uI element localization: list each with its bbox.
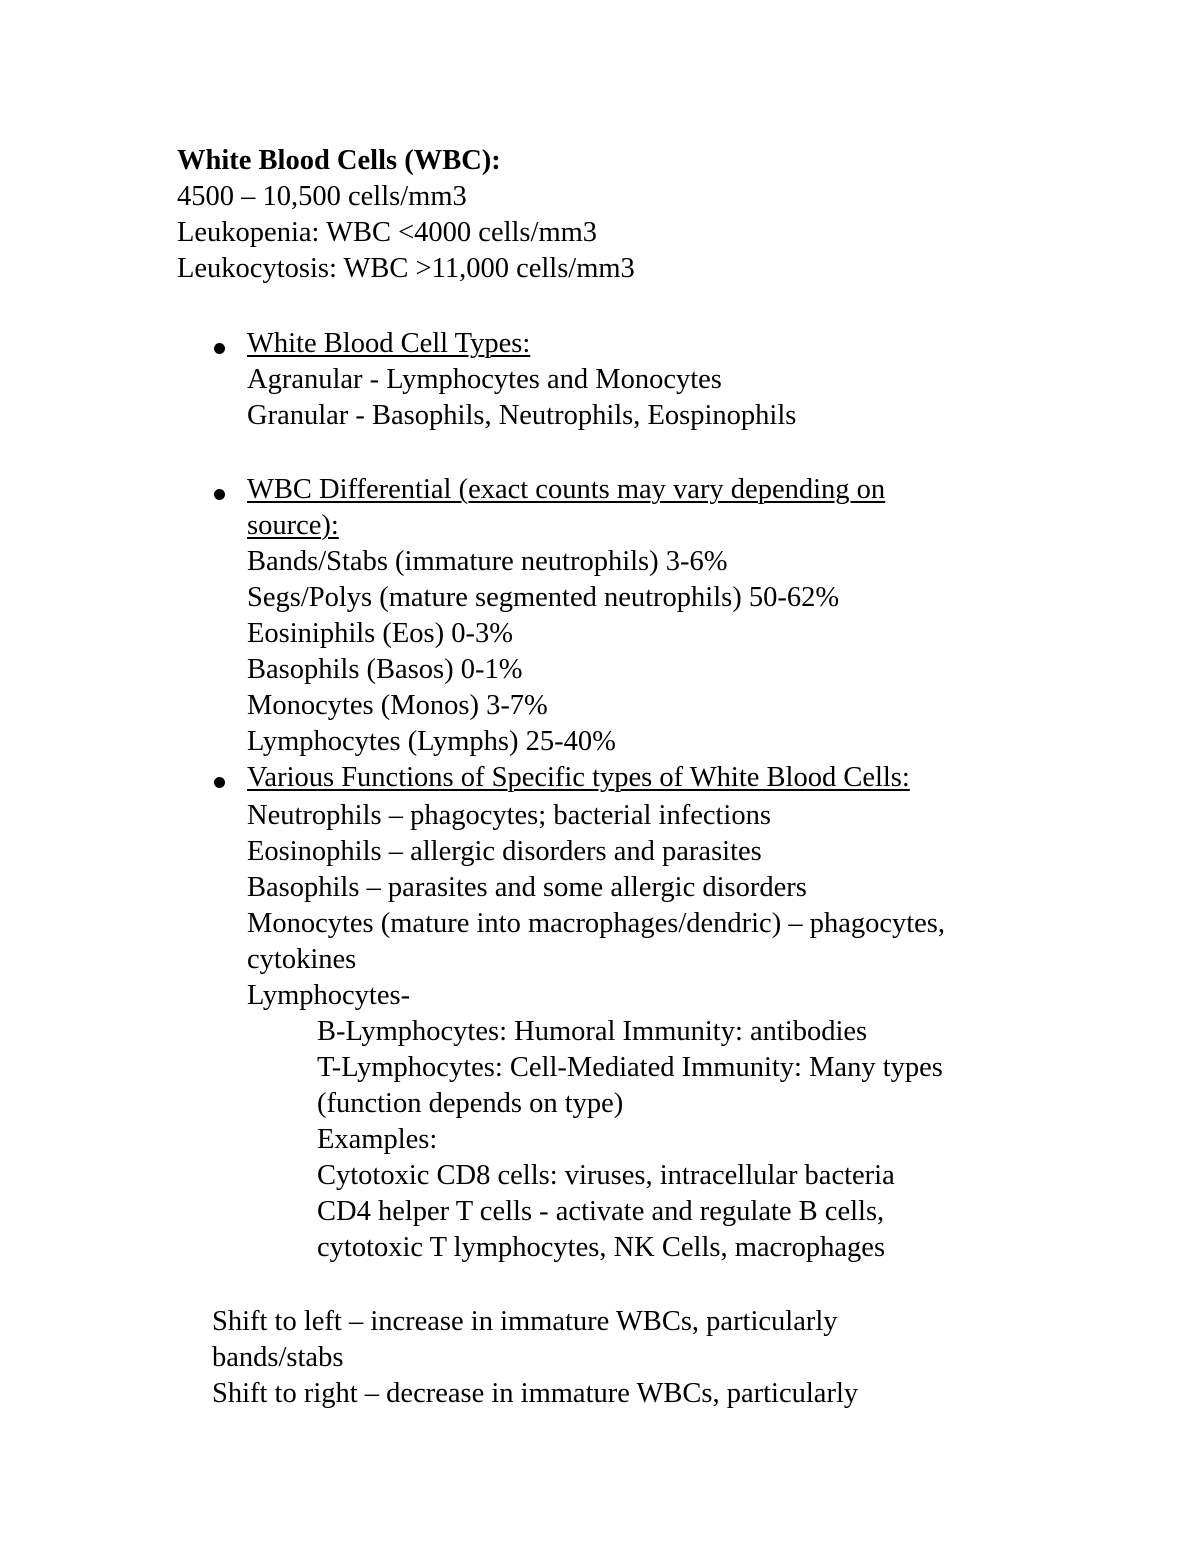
list-item: Basophils (Basos) 0-1% bbox=[247, 654, 523, 685]
list-item: Basophils – parasites and some allergic disorders bbox=[247, 872, 807, 903]
bullet-icon bbox=[214, 489, 225, 500]
list-item: Segs/Polys (mature segmented neutrophils) 50-62% bbox=[247, 582, 840, 613]
list-item: Eosinophils – allergic disorders and parasites bbox=[247, 836, 762, 867]
functions-heading: Various Functions of Specific types of White Blood Cells: bbox=[247, 762, 910, 793]
cell-types-heading: White Blood Cell Types: bbox=[247, 328, 531, 359]
list-item: Lymphocytes- bbox=[247, 980, 411, 1011]
list-item: cytokines bbox=[247, 944, 357, 975]
sub-list-item: Examples: bbox=[317, 1124, 438, 1155]
leukocytosis-definition: Leukocytosis: WBC >11,000 cells/mm3 bbox=[177, 253, 635, 284]
list-item: Agranular - Lymphocytes and Monocytes bbox=[247, 364, 722, 395]
differential-heading: WBC Differential (exact counts may vary depending on bbox=[247, 474, 886, 505]
sub-list-item: (function depends on type) bbox=[317, 1088, 624, 1119]
sub-list-item: CD4 helper T cells - activate and regulate B cells, bbox=[317, 1196, 885, 1227]
sub-list-item: Cytotoxic CD8 cells: viruses, intracellular bacteria bbox=[317, 1160, 895, 1191]
bullet-icon bbox=[214, 343, 225, 354]
sub-list-item: cytotoxic T lymphocytes, NK Cells, macrophages bbox=[317, 1232, 886, 1263]
leukopenia-definition: Leukopenia: WBC <4000 cells/mm3 bbox=[177, 217, 598, 248]
shift-right-text: Shift to right – decrease in immature WBCs, particularly bbox=[212, 1378, 859, 1409]
shift-left-text: Shift to left – increase in immature WBCs, particularly bbox=[212, 1306, 838, 1337]
list-item: Lymphocytes (Lymphs) 25-40% bbox=[247, 726, 616, 757]
wbc-normal-range: 4500 – 10,500 cells/mm3 bbox=[177, 181, 467, 212]
document-title: White Blood Cells (WBC): bbox=[177, 145, 501, 176]
bullet-icon bbox=[214, 777, 225, 788]
shift-left-text-continued: bands/stabs bbox=[212, 1342, 344, 1373]
list-item: Granular - Basophils, Neutrophils, Eospinophils bbox=[247, 400, 797, 431]
list-item: Monocytes (Monos) 3-7% bbox=[247, 690, 548, 721]
list-item: Eosiniphils (Eos) 0-3% bbox=[247, 618, 513, 649]
list-item: Neutrophils – phagocytes; bacterial infections bbox=[247, 800, 771, 831]
sub-list-item: B-Lymphocytes: Humoral Immunity: antibodies bbox=[317, 1016, 868, 1047]
sub-list-item: T-Lymphocytes: Cell-Mediated Immunity: Many types bbox=[317, 1052, 943, 1083]
differential-heading-continued: source): bbox=[247, 510, 339, 541]
list-item: Monocytes (mature into macrophages/dendric) – phagocytes, bbox=[247, 908, 946, 939]
list-item: Bands/Stabs (immature neutrophils) 3-6% bbox=[247, 546, 728, 577]
